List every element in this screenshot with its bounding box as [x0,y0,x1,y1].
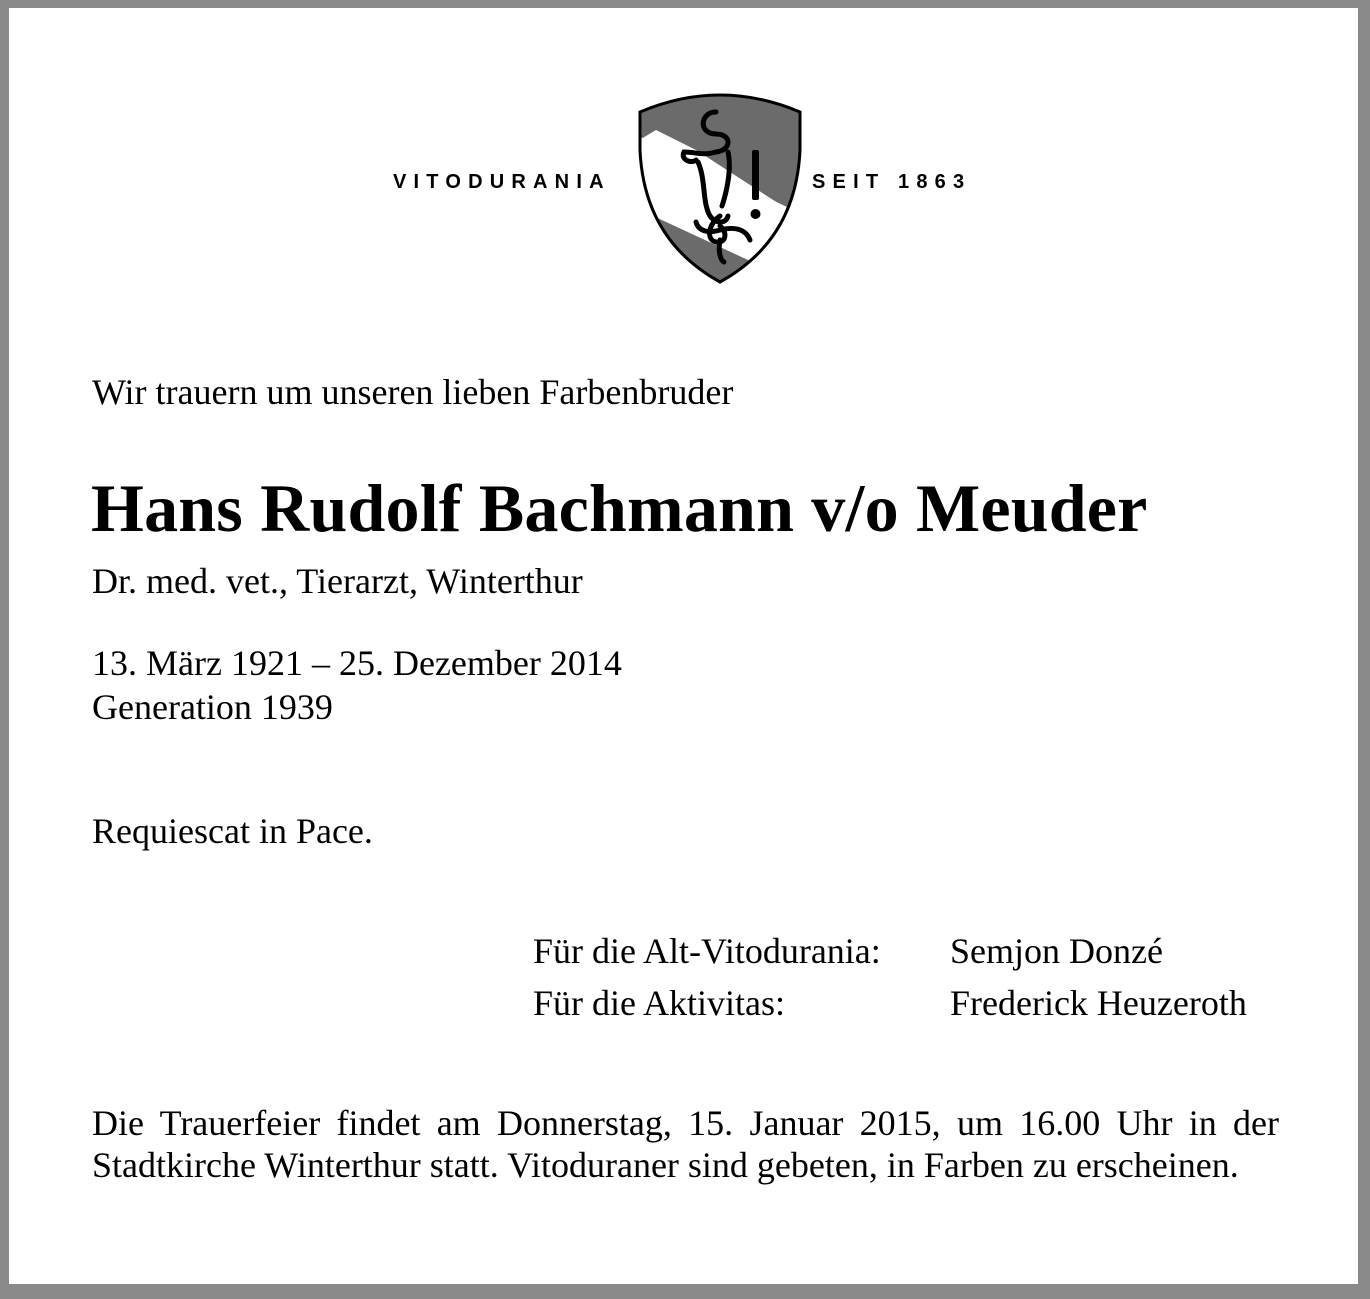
intro-line: Wir trauern um unseren lieben Farbenbruder [92,372,734,412]
society-name: VITODURANIA [393,171,611,193]
crest-header [9,90,1358,290]
signature-label-aktivitas: Für die Aktivitas: [533,983,785,1023]
generation: Generation 1939 [92,687,333,727]
funeral-notice: Die Trauerfeier findet am Donnerstag, 15. Januar 2015, um 16.00 Uhr in der Stadtkirche Winterthur statt. Vitoduraner sind gebeten, in Farben zu erscheinen. [92,1103,1279,1185]
deceased-title: Dr. med. vet., Tierarzt, Winterthur [92,561,583,601]
deceased-name: Hans Rudolf Bachmann v/o Meuder [91,470,1148,546]
obituary-notice [9,8,1358,1284]
fraternity-shield-icon [636,90,804,286]
life-dates: 13. März 1921 – 25. Dezember 2014 [92,643,622,683]
signature-name-aktivitas: Frederick Heuzeroth [950,983,1247,1023]
signature-name-alt: Semjon Donzé [950,931,1163,971]
founding-year: SEIT 1863 [812,171,972,193]
closing-phrase: Requiescat in Pace. [92,811,373,851]
signature-label-alt: Für die Alt-Vitodurania: [533,931,881,971]
